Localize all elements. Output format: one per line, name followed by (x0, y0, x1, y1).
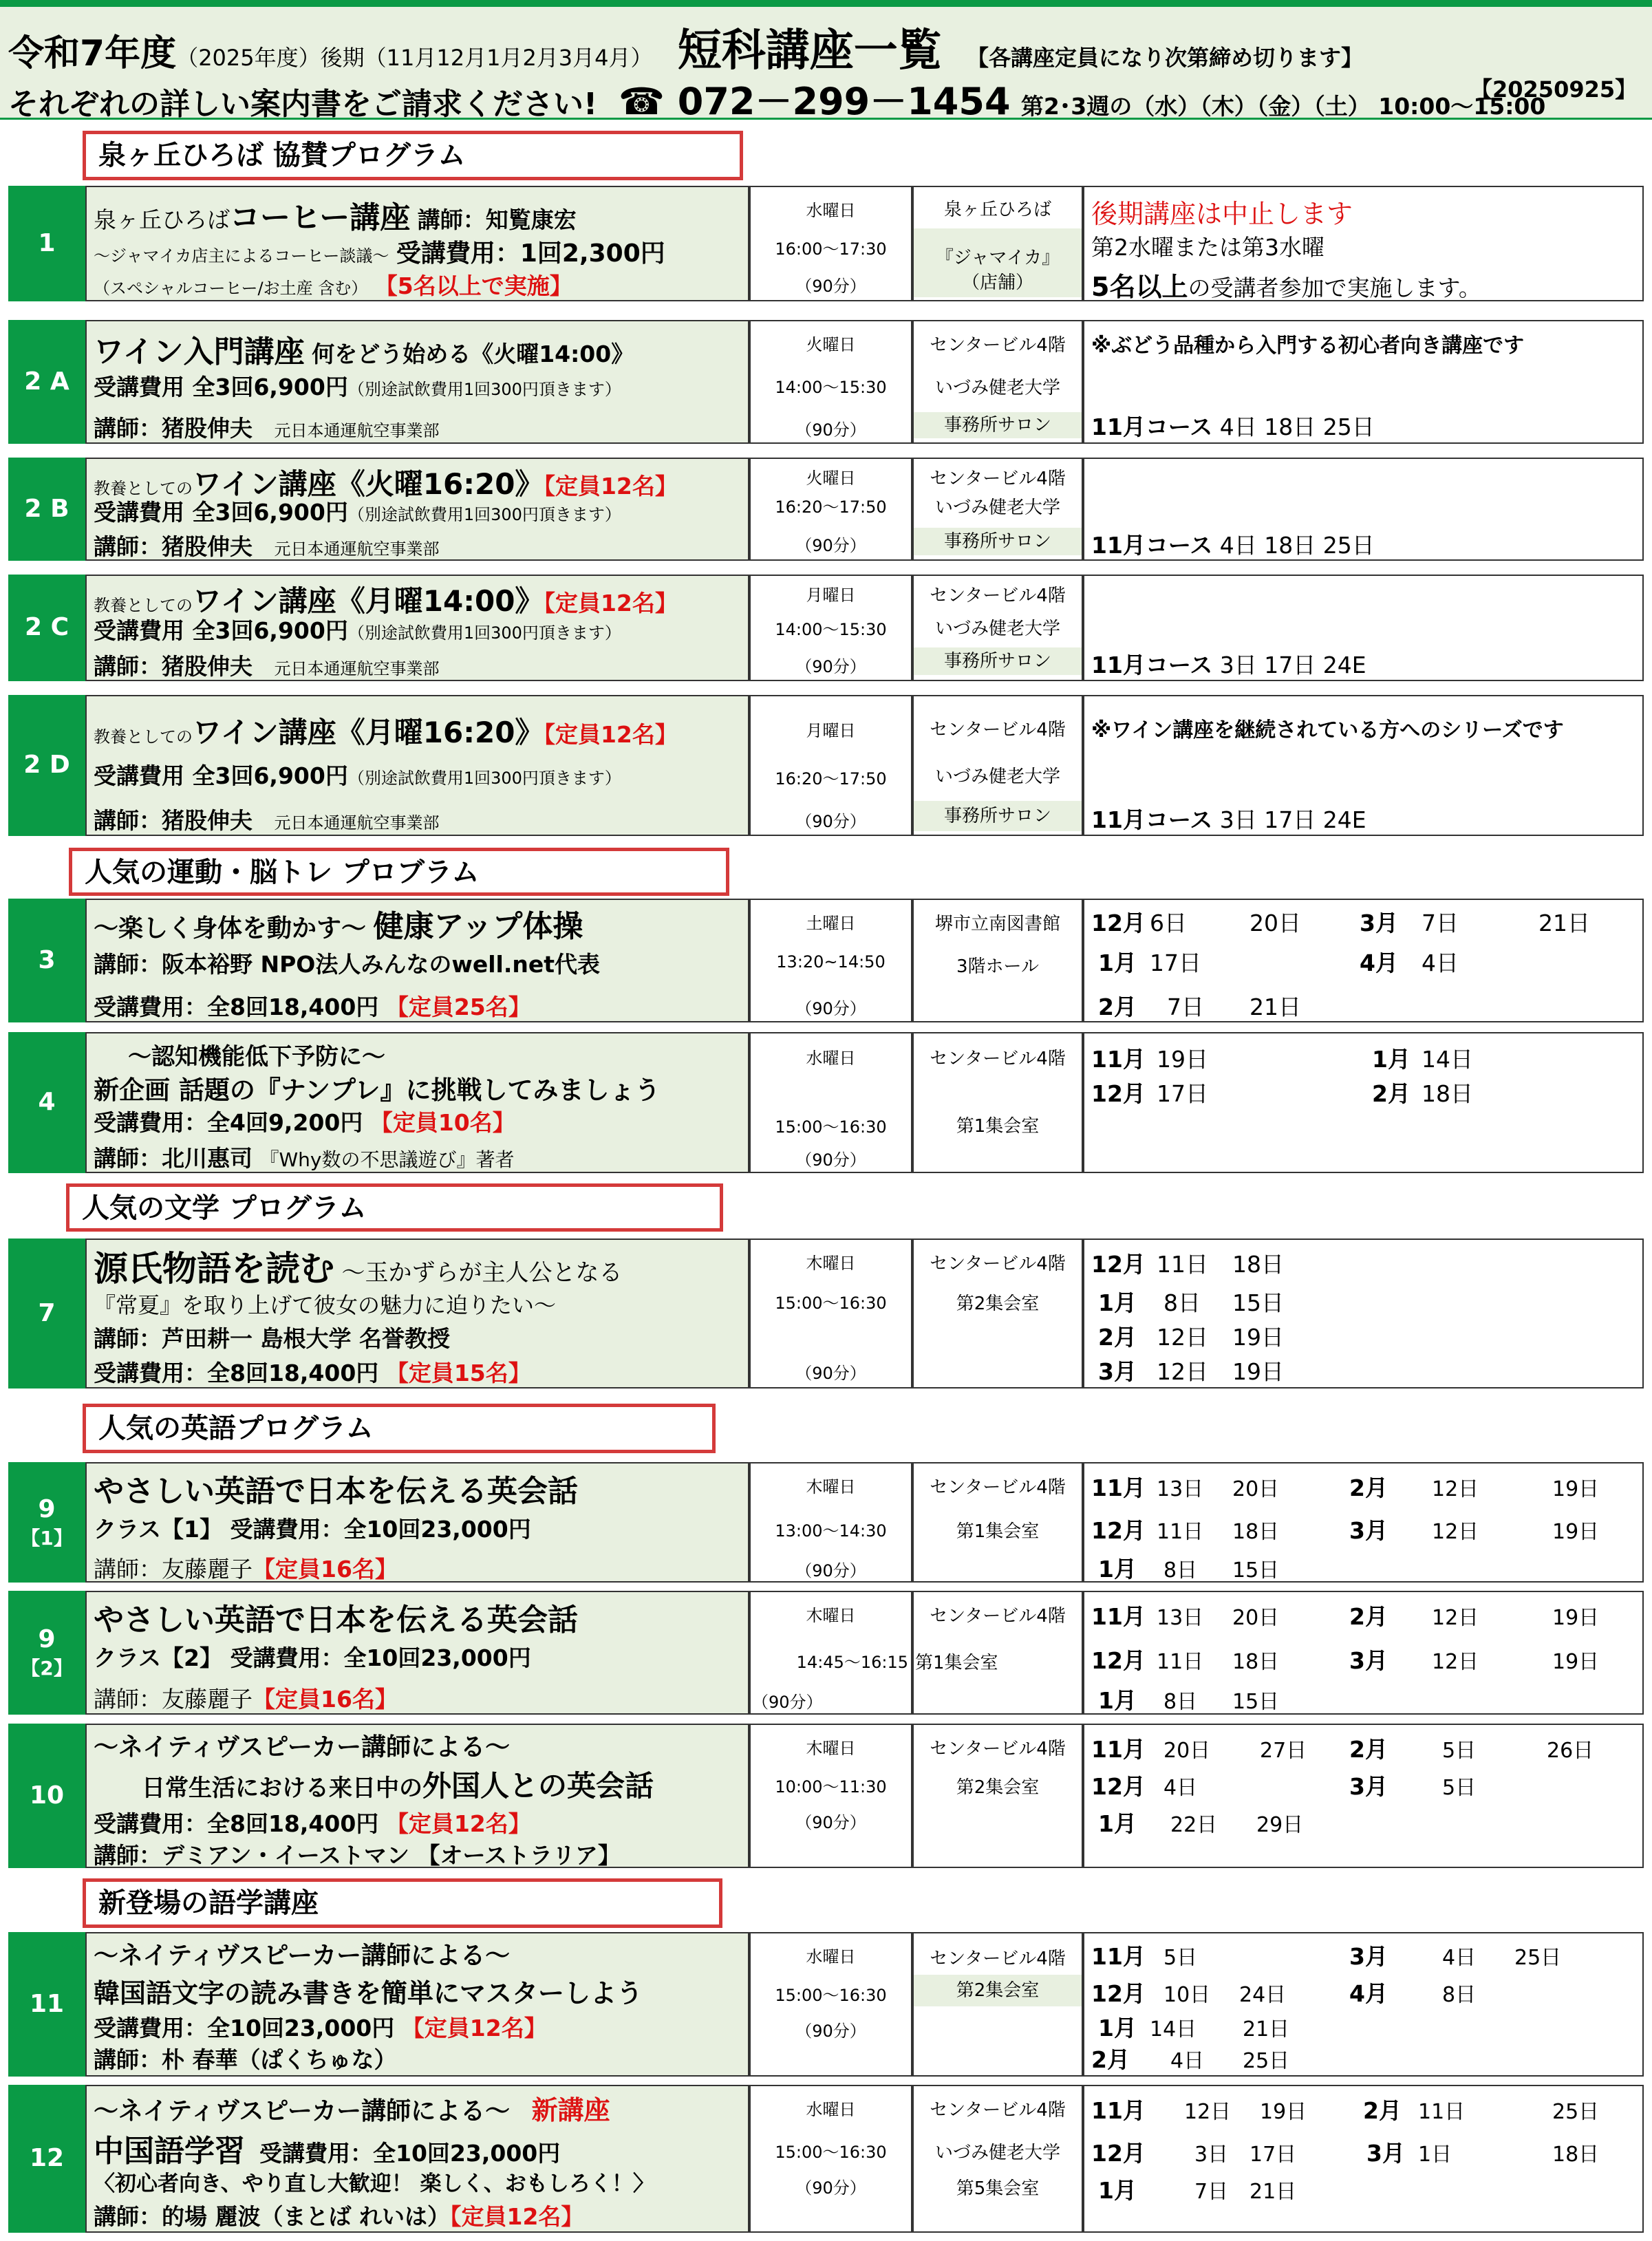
instructor: 講師：猪股伸夫 (94, 415, 253, 442)
day-cell: 水曜日 15:00～16:30 （90分） (749, 1032, 912, 1173)
place-cell: センタービル4階 第2集会室 (912, 1239, 1083, 1388)
course-title: ワイン講座《火曜16:20》 (193, 467, 544, 501)
course-title: ワイン講座《月曜16:20》 (193, 716, 544, 749)
course-title-cell: ～ネイティヴスピーカー講師による～ 韓国語文字の読み書きを簡単にマスターしよう 受講費用：全10回23,000円 【定員12名】 講師：朴 春華（ぱくちゅな） (85, 1932, 749, 2077)
day-cell: 火曜日 16:20～17:50 （90分） (749, 458, 912, 561)
capacity: 【定員12名】 (544, 473, 678, 500)
term-label: （2025年度）後期 (176, 45, 365, 71)
course-number: 10 (8, 1724, 85, 1868)
course-row-11 (8, 1932, 1644, 2077)
capacity: 【定員10名】 (369, 1109, 515, 1136)
course-title: 源氏物語を読む (94, 1249, 334, 1289)
course-row-10 (8, 1724, 1644, 1868)
instructor: 講師：朴 春華（ぱくちゅな） (94, 2046, 397, 2073)
schedule-cell: 11月コース 3日 17日 24E (1083, 575, 1644, 681)
section-header: 新登場の語学講座 (83, 1878, 722, 1928)
place-cell: センタービル4階 第1集会室 (912, 1591, 1083, 1715)
course-number: 4 (8, 1032, 85, 1173)
course-title-cell: 教養としてのワイン講座《月曜14:00》【定員12名】 受講費用 全3回6,900円（別途試飲費用1回300円頂きます） 講師：猪股伸夫 元日本通運航空事業部 (85, 575, 749, 681)
instructor: 講師：知覧康宏 (417, 206, 577, 233)
phone-number[interactable]: ☎ 072－299－1454 (618, 80, 1011, 123)
place-cell: センタービル4階 第1集会室 (912, 1032, 1083, 1173)
fee: 受講費用：全8回18,400円 (94, 994, 379, 1020)
notice: 後期講座は中止します (1091, 199, 1353, 229)
course-title: やさしい英語で日本を伝える英会話 (94, 1474, 578, 1509)
course-title: ワイン入門講座 (94, 334, 305, 369)
section-header: 人気の運動・脳トレ プロブラム (69, 848, 729, 896)
schedule-cell: 11月コース 4日 18日 25日 (1083, 458, 1644, 561)
course-number: 11 (8, 1932, 85, 2077)
schedule-cell: ※ぶどう品種から入門する初心者向き講座です 11月コース 4日 18日 25日 (1083, 320, 1644, 444)
course-row-4 (8, 1032, 1644, 1173)
doc-code: 【20250925】 (1470, 76, 1638, 103)
instructor: 講師：猪股伸夫 (94, 653, 253, 680)
capacity: 【定員12名】 (544, 590, 678, 616)
capacity: 【定員16名】 (253, 1556, 398, 1583)
course-number: 9 【2】 (8, 1591, 85, 1715)
fee: 受講費用：全10回23,000円 (259, 2140, 561, 2167)
year-label: 令和7年度 (8, 33, 177, 74)
course-row-12 (8, 2085, 1644, 2233)
capacity: 【定員16名】 (253, 1686, 398, 1713)
place-cell: センタービル4階 いづみ健老大学 事務所サロン (912, 695, 1083, 836)
office-hours: 第2･3週の（水）（木）（金）（土） 10:00～15:00 (1020, 93, 1546, 120)
day-cell: 木曜日 10:00～11:30 （90分） (749, 1724, 912, 1868)
place-cell: 堺市立南図書館 3階ホール (912, 899, 1083, 1022)
months-label: （11月12月1月2月3月4月） (364, 45, 653, 71)
capacity: 【定員25名】 (385, 994, 531, 1020)
day-cell: 火曜日 14:00～15:30 （90分） (749, 320, 912, 444)
course-row-1 (8, 186, 1644, 301)
course-title: コーヒー講座 (230, 200, 411, 235)
fee: 受講費用 全3回6,900円 (94, 617, 348, 644)
day-cell: 木曜日 14:45～16:15 （90分） (749, 1591, 912, 1715)
capacity: 【5名以上で実施】 (374, 272, 572, 299)
course-title: 新企画 話題の『ナンプレ』に挑戦してみましょう (94, 1075, 661, 1105)
course-number: 2 C (8, 575, 85, 681)
schedule-cell: 11月 19日 1月 14日 12月 17日 2月 18日 (1083, 1032, 1644, 1173)
instructor: 講師：友藤麗子 (94, 1686, 253, 1713)
fee: クラス【2】 受講費用：全10回23,000円 (94, 1644, 531, 1671)
course-row-9-1 (8, 1462, 1644, 1583)
place-cell: センタービル4階 いづみ健老大学 事務所サロン (912, 320, 1083, 444)
place-cell: 泉ヶ丘ひろば 『ジャマイカ』 （店舗） (912, 186, 1083, 301)
instructor: 講師：的場 麗波（まとば れいは） (94, 2203, 450, 2230)
capacity: 【定員12名】 (449, 2203, 584, 2230)
page-title: 短科講座一覧 (677, 25, 942, 76)
instructor: 講師：猪股伸夫 (94, 533, 253, 560)
place-cell: センタービル4階 第1集会室 (912, 1462, 1083, 1583)
capacity: 【定員15名】 (385, 1360, 531, 1386)
course-number: 3 (8, 899, 85, 1022)
course-title-cell (85, 1462, 749, 1583)
place-cell: センタービル4階 第2集会室 (912, 1932, 1083, 2077)
capacity: 【定員12名】 (401, 2015, 547, 2041)
course-title-cell: ～ネイティヴスピーカー講師による～ 新講座 中国語学習 受講費用：全10回23,000円 〈初心者向き、やり直し大歓迎！ 楽しく、おもしろく！〉 講師：的場 麗波（まとば れいは）【定員12名】 (85, 2085, 749, 2233)
instructor: 講師：デミアン・イーストマン 【オーストラリア】 (94, 1842, 621, 1868)
schedule-cell: ※ワイン講座を継続されている方へのシリーズです 11月コース 3日 17日 24E (1083, 695, 1644, 836)
schedule-cell: 11月 13日 20日 2月 12日 19日 12月 11日 18日 3月 12日 19日 1月 8日 15日 (1083, 1462, 1644, 1583)
course-title: 健康アップ体操 (373, 909, 583, 944)
contact-line (8, 72, 1646, 125)
instructor: 講師：芦田耕一 島根大学 名誉教授 (94, 1325, 450, 1352)
schedule-cell: 11月 13日 20日 2月 12日 19日 12月 11日 18日 3月 12日 19日 1月 8日 15日 (1083, 1591, 1644, 1715)
day-cell: 水曜日 15:00～16:30 （90分） (749, 2085, 912, 2233)
place-cell: センタービル4階 第2集会室 (912, 1724, 1083, 1868)
section-header: 泉ヶ丘ひろば 協賛プログラム (83, 131, 743, 180)
schedule-cell: 11月 5日 3月 4日 25日 12月 10日 24日 4月 8日 1月 14日 21日 2月 4日 25日 (1083, 1932, 1644, 2077)
place-cell: センタービル4階 いづみ健老大学 事務所サロン (912, 575, 1083, 681)
course-number: 2 B (8, 458, 85, 561)
place-cell: センタービル4階 いづみ健老大学 事務所サロン (912, 458, 1083, 561)
course-title-cell: ワイン入門講座 何をどう始める《火曜14:00》 受講費用 全3回6,900円（別途試飲費用1回300円頂きます） 講師：猪股伸夫 元日本通運航空事業部 (85, 320, 749, 444)
instructor: 講師：猪股伸夫 (94, 807, 253, 834)
fee: 受講費用：全4回9,200円 (94, 1109, 363, 1136)
course-title-cell: 教養としてのワイン講座《火曜16:20》【定員12名】 受講費用 全3回6,900円（別途試飲費用1回300円頂きます） 講師：猪股伸夫 元日本通運航空事業部 (85, 458, 749, 561)
course-number: 12 (8, 2085, 85, 2233)
fee: 受講費用：1回2,300円 (396, 239, 665, 268)
fee: 受講費用：全8回18,400円 (94, 1810, 379, 1837)
fee: クラス【1】 受講費用：全10回23,000円 (94, 1516, 531, 1543)
schedule-cell: 11月 20日 27日 2月 5日 26日 12月 4日 3月 5日 1月 22日 29日 (1083, 1724, 1644, 1868)
day-cell: 木曜日 13:00～14:30 （90分） (749, 1462, 912, 1583)
course-row-2c (8, 575, 1644, 681)
course-row-2d (8, 695, 1644, 836)
course-title-cell: ～認知機能低下予防に～ 新企画 話題の『ナンプレ』に挑戦してみましょう 受講費用：全4回9,200円 【定員10名】 講師：北川惠司 『Why数の不思議遊び』著者 (85, 1032, 749, 1173)
course-title: やさしい英語で日本を伝える英会話 (94, 1602, 578, 1638)
course-title: 韓国語文字の読み書きを簡単にマスターしよう (94, 1978, 643, 2008)
page-title-line (8, 15, 1363, 78)
section-header: 人気の文学 プログラム (66, 1183, 723, 1232)
fee: 受講費用 全3回6,900円 (94, 762, 348, 789)
course-title: 外国人との英会話 (422, 1769, 654, 1803)
capacity: 【定員12名】 (544, 721, 678, 748)
place-cell: センタービル4階 いづみ健老大学 第5集会室 (912, 2085, 1083, 2233)
course-row-3 (8, 899, 1644, 1022)
fee: 受講費用 全3回6,900円 (94, 499, 348, 526)
instructor: 講師：友藤麗子 (94, 1556, 253, 1583)
course-number: 1 (8, 186, 85, 301)
course-row-7 (8, 1239, 1644, 1388)
day-cell: 月曜日 14:00～15:30 （90分） (749, 575, 912, 681)
instructor: 講師：阪本裕野 NPO法人みんなのwell.net代表 (94, 951, 601, 978)
course-title-cell (85, 1591, 749, 1715)
course-title-cell: 泉ヶ丘ひろばコーヒー講座 講師：知覧康宏 ～ジャマイカ店主によるコーヒー談議～ 受講費用：1回2,300円 （スペシャルコーヒー/お土産 含む） 【5名以上で実施】 (85, 186, 749, 301)
course-title-cell: 教養としてのワイン講座《月曜16:20》【定員12名】 受講費用 全3回6,900円（別途試飲費用1回300円頂きます） 講師：猪股伸夫 元日本通運航空事業部 (85, 695, 749, 836)
section-header: 人気の英語プログラム (83, 1404, 716, 1453)
day-cell: 水曜日 15:00～16:30 （90分） (749, 1932, 912, 2077)
course-number: 7 (8, 1239, 85, 1388)
fee: 受講費用 全3回6,900円 (94, 374, 348, 400)
new-badge: 新講座 (531, 2095, 610, 2125)
course-number: 2 D (8, 695, 85, 836)
day-cell: 木曜日 15:00～16:30 （90分） (749, 1239, 912, 1388)
course-number: 9 【1】 (8, 1462, 85, 1583)
fee: 受講費用：全10回23,000円 (94, 2015, 395, 2041)
course-title: 中国語学習 (94, 2134, 245, 2169)
fee: 受講費用：全8回18,400円 (94, 1360, 379, 1386)
schedule-cell: 12月 11日 18日 1月 8日 15日 2月 12日 19日 3月 12日 19日 (1083, 1239, 1644, 1388)
course-number: 2 A (8, 320, 85, 444)
schedule-cell: 11月 12日 19日 2月 11日 25日 12月 3日 17日 3月 1日 18日 1月 7日 21日 (1083, 2085, 1644, 2233)
day-cell: 土曜日 13:20~14:50 （90分） (749, 899, 912, 1022)
course-row-2a (8, 320, 1644, 444)
course-row-9-2 (8, 1591, 1644, 1715)
schedule-cell: 12月 6日 20日 3月 7日 21日 1月 17日 4月 4日 2月 7日 21日 (1083, 899, 1644, 1022)
course-title-cell: ～ネイティヴスピーカー講師による～ 日常生活における来日中の外国人との英会話 受講費用：全8回18,400円 【定員12名】 講師：デミアン・イーストマン 【オーストラリア】 (85, 1724, 749, 1868)
schedule-cell: 後期講座は中止します 第2水曜または第3水曜 5名以上の受講者参加で実施します。 (1083, 186, 1644, 301)
day-cell: 水曜日 16:00～17:30 （90分） (749, 186, 912, 301)
course-row-2b (8, 458, 1644, 561)
instructor: 講師：北川惠司 (94, 1145, 253, 1172)
request-text: それぞれの詳しい案内書をご請求ください! (8, 87, 598, 122)
page-header (0, 7, 1652, 123)
deadline-note: 【各講座定員になり次第締め切ります】 (966, 45, 1363, 71)
course-title-cell: ～楽しく身体を動かす～ 健康アップ体操 講師：阪本裕野 NPO法人みんなのwell.net代表 受講費用：全8回18,400円 【定員25名】 (85, 899, 749, 1022)
course-title: ワイン講座《月曜14:00》 (193, 584, 544, 618)
day-cell: 月曜日 16:20～17:50 （90分） (749, 695, 912, 836)
capacity: 【定員12名】 (385, 1810, 531, 1837)
top-bar (0, 0, 1652, 7)
course-title-cell: 源氏物語を読む ～玉かずらが主人公となる 『常夏』を取り上げて彼女の魅力に迫りたい～ 講師：芦田耕一 島根大学 名誉教授 受講費用：全8回18,400円 【定員15名】 (85, 1239, 749, 1388)
